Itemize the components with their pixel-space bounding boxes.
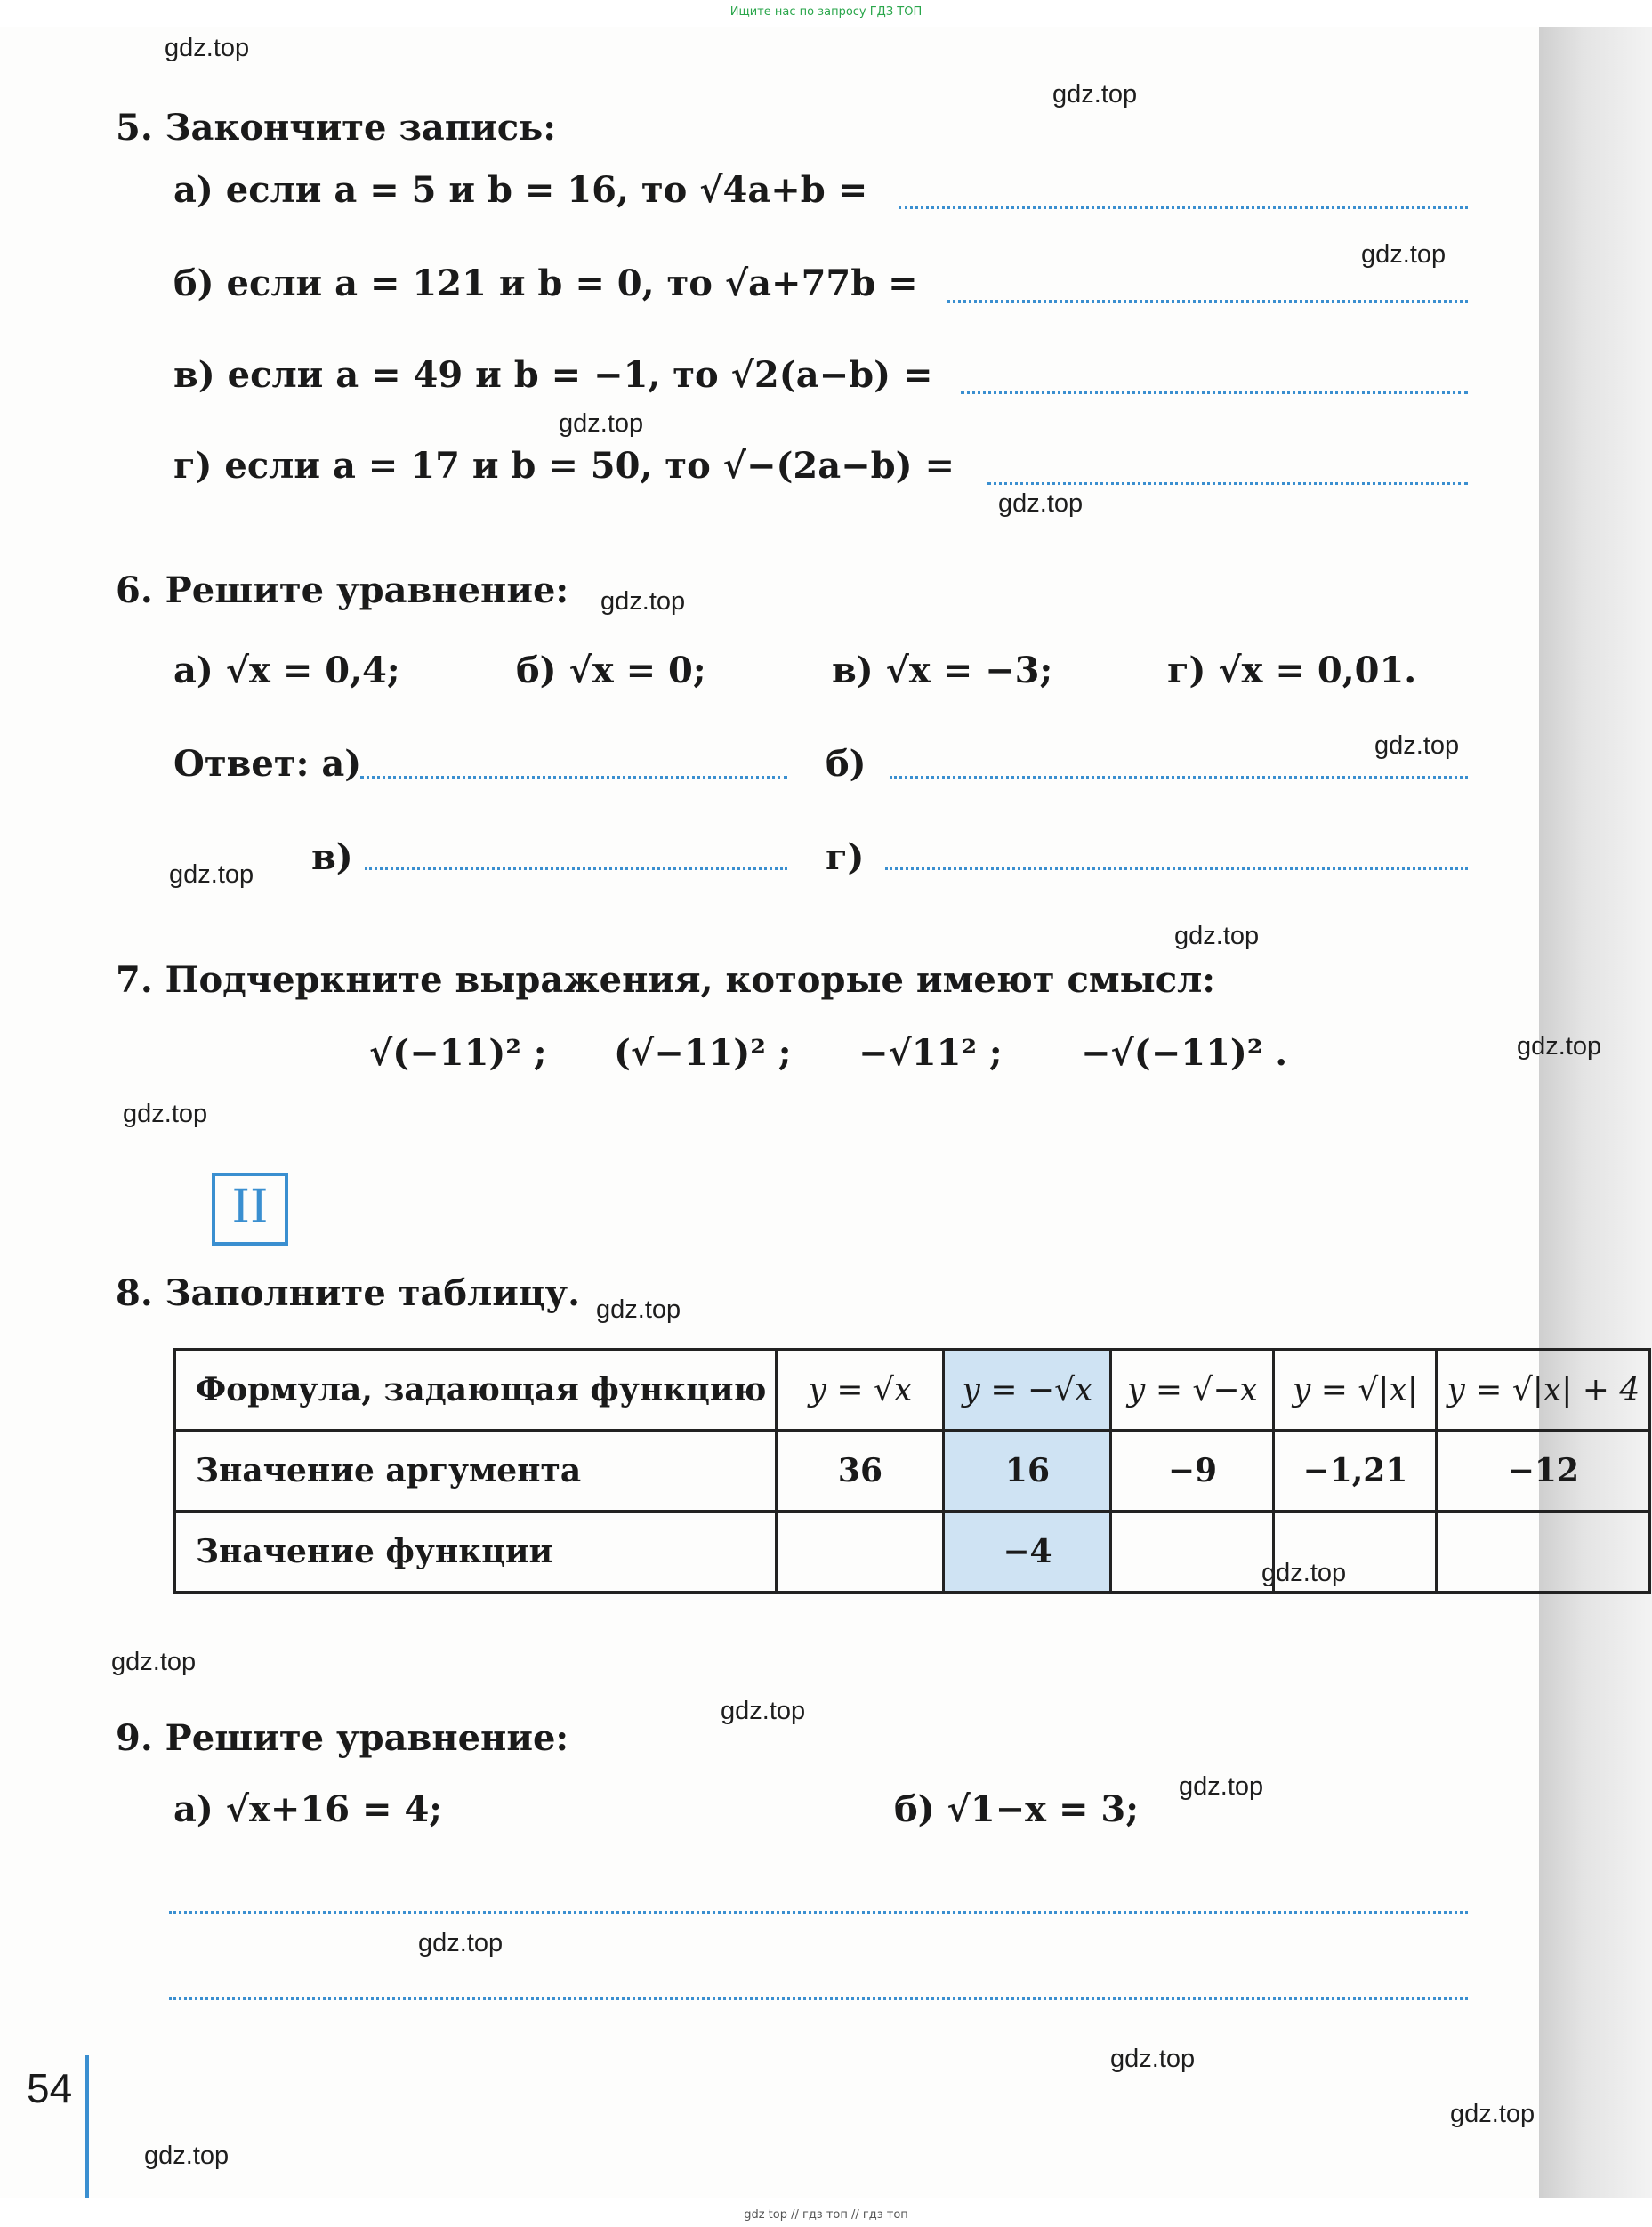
watermark: gdz.top [1361,240,1447,269]
answer-line [169,1911,1468,1914]
section-mark: II [212,1173,288,1246]
answer-line [360,776,787,779]
argument-cell: −1,21 [1274,1431,1437,1512]
formula-cell: y = √|x| + 4 [1437,1350,1650,1431]
task-7-expr-4: −√(−11)² . [1081,1032,1288,1074]
answer-line [961,391,1468,394]
task-9-b: б) √1−x = 3; [894,1788,1139,1830]
answer-line [947,300,1468,303]
watermark: gdz.top [1174,922,1260,950]
value-cell[interactable] [1274,1512,1437,1593]
watermark: gdz.top [1374,731,1460,760]
answer-line [885,867,1468,870]
watermark: gdz.top [721,1697,806,1725]
watermark: gdz.top [123,1100,208,1128]
task-9-title: 9. Решите уравнение: [116,1717,569,1759]
value-cell: −4 [944,1512,1111,1593]
watermark: gdz.top [600,587,686,616]
task-6-g: г) √x = 0,01. [1167,650,1417,691]
value-cell[interactable] [1111,1512,1274,1593]
answer-line [890,776,1468,779]
argument-cell: −12 [1437,1431,1650,1512]
task-9-a: а) √x+16 = 4; [173,1788,443,1830]
watermark: gdz.top [1052,80,1138,109]
task-5-a: а) если a = 5 и b = 16, то √4a+b = [173,169,868,211]
paper-sheet [0,27,1539,2198]
answer-line [899,206,1468,209]
function-table [173,1348,1651,1594]
task-7-expr-2: (√−11)² ; [614,1032,792,1074]
answer-line [169,1997,1468,2000]
task-6-answer-b: б) [826,743,866,785]
task-7-expr-1: √(−11)² ; [369,1032,547,1074]
task-6-a: а) √x = 0,4; [173,650,400,691]
bottom-note: gdz top // гдз топ // гдз топ [744,2208,908,2222]
formula-cell: y = √|x| [1274,1350,1437,1431]
answer-line [365,867,787,870]
task-8-title: 8. Заполните таблицу. [116,1272,581,1314]
value-cell[interactable] [1437,1512,1650,1593]
watermark: gdz.top [111,1648,197,1676]
task-6-answer-g: г) [826,836,865,878]
task-6-answer-v: в) [311,836,353,878]
page-number: 54 [27,2065,73,2111]
argument-cell: 36 [777,1431,944,1512]
watermark: gdz.top [596,1295,681,1324]
formula-cell: y = √x [777,1350,944,1431]
task-5-title: 5. Закончите запись: [116,107,557,149]
task-7-title: 7. Подчеркните выражения, которые имеют смысл: [116,959,1216,1001]
task-6-answer-a: Ответ: а) [173,743,362,785]
watermark: gdz.top [1517,1032,1602,1061]
answer-line [987,482,1468,485]
watermark: gdz.top [418,1929,504,1957]
watermark: gdz.top [1261,1559,1347,1587]
watermark: gdz.top [165,34,250,62]
formula-cell: y = −√x [944,1350,1111,1431]
task-5-v: в) если a = 49 и b = −1, то √2(a−b) = [173,354,933,396]
task-7-expr-3: −√11² ; [858,1032,1003,1074]
row-header-argument: Значение аргумента [175,1431,777,1512]
watermark: gdz.top [1450,2100,1535,2128]
task-5-b: б) если a = 121 и b = 0, то √a+77b = [173,262,918,304]
task-5-g: г) если a = 17 и b = 50, то √−(2a−b) = [173,445,955,487]
watermark: gdz.top [1179,1772,1264,1801]
page-binding-shadow [1539,27,1652,2198]
watermark: gdz.top [998,489,1084,518]
argument-cell: −9 [1111,1431,1274,1512]
row-header-formula: Формула, задающая функцию [175,1350,777,1431]
watermark: gdz.top [559,409,644,438]
argument-cell: 16 [944,1431,1111,1512]
top-note: Ищите нас по запросу ГДЗ ТОП [729,5,923,19]
task-6-b: б) √x = 0; [516,650,706,691]
task-6-v: в) √x = −3; [832,650,1053,691]
page-number-box [0,2055,89,2198]
watermark: gdz.top [1110,2045,1196,2073]
row-header-value: Значение функции [175,1512,777,1593]
formula-cell: y = √−x [1111,1350,1274,1431]
value-cell[interactable] [777,1512,944,1593]
task-6-title: 6. Решите уравнение: [116,569,569,611]
watermark: gdz.top [169,860,254,889]
watermark: gdz.top [144,2142,230,2170]
